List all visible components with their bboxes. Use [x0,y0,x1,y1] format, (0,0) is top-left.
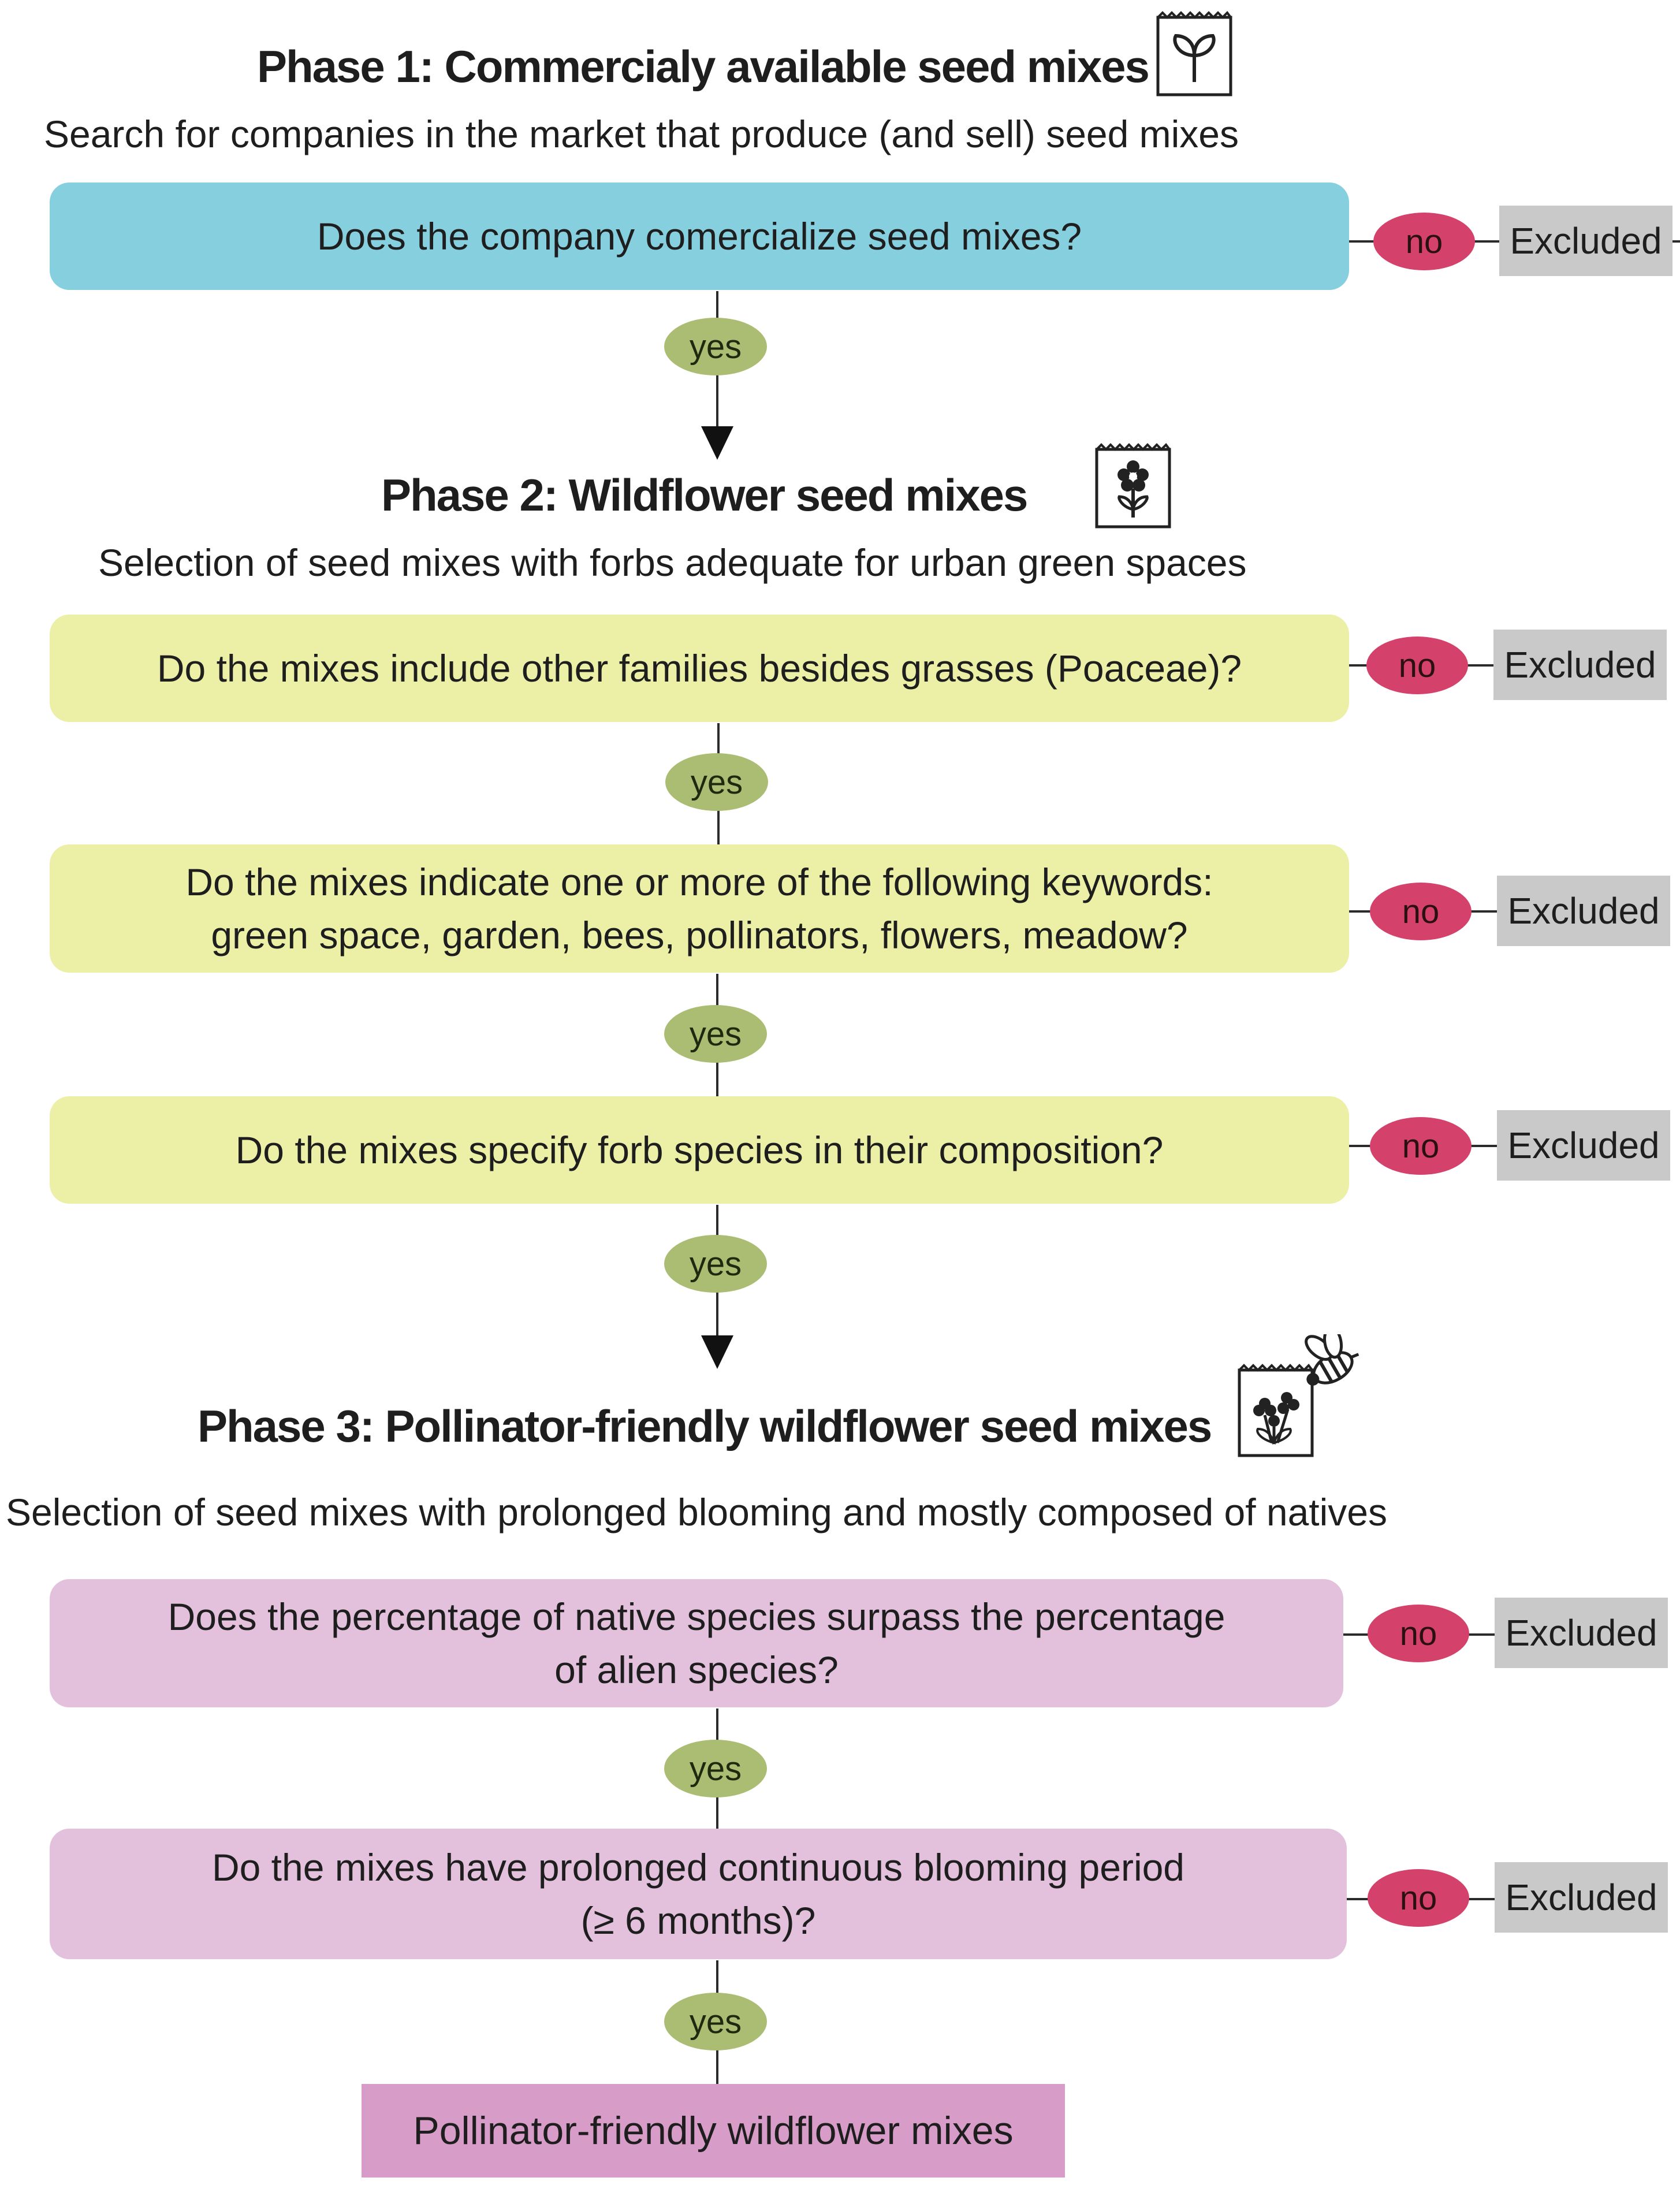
phase2-q3-excluded-box: Excluded [1497,1110,1670,1181]
phase3-q1-yes-label: yes [664,1740,767,1797]
result-box [362,2084,1065,2178]
phase2-arrowhead [701,1335,733,1369]
phase3-title: Phase 3: Pollinator-friendly wildflower seed mixes [198,1401,1212,1451]
phase1-question-box [50,183,1349,290]
phase2-title: Phase 2: Wildflower seed mixes [381,470,1027,520]
phase1-excluded-box: Excluded [1499,206,1672,276]
phase2-q2-excluded-box: Excluded [1497,876,1670,946]
phase3-question1-line1: Does the percentage of native species surpass the percentage [167,1595,1225,1638]
phase2-q1-yes-label: yes [665,753,768,811]
seed-packet-sprout-icon [1155,8,1234,97]
phase3-question1-line2: of alien species? [554,1648,839,1691]
phase2-question3-box [50,1096,1349,1204]
phase3-question2-line2: (≥ 6 months)? [580,1899,816,1942]
phase2-question3: Do the mixes specify forb species in their composition? [235,1129,1164,1171]
phase3-question2-box [50,1829,1347,1959]
phase1-yes-label: yes [664,318,767,375]
phase2-q2-no-label: no [1370,883,1472,940]
phase3-question1-box [50,1579,1343,1707]
phase3-q2-yes-label: yes [664,1993,767,2050]
phase3-q2-excluded-box: Excluded [1495,1862,1668,1933]
phase2-q2-yes-label: yes [664,1005,767,1063]
phase1-arrowhead [701,426,733,460]
phase2-question1: Do the mixes include other families besides grasses (Poaceae)? [157,647,1242,690]
phase2-question2-box [50,844,1349,973]
phase2-q3-yes-label: yes [664,1235,767,1293]
phase2-question1-box [50,615,1349,722]
phase1-no-label: no [1373,213,1475,270]
phase2-question2-line2: green space, garden, bees, pollinators, flowers, meadow? [211,914,1188,956]
phase3-q1-excluded-box: Excluded [1495,1598,1668,1668]
phase2-q1-excluded-box: Excluded [1493,630,1667,700]
phase1-subtitle: Search for companies in the market that produce (and sell) seed mixes [44,113,1239,155]
phase2-question2-line1: Do the mixes indicate one or more of the following keywords: [185,861,1213,903]
phase3-question2-line1: Do the mixes have prolonged continuous blooming period [211,1846,1185,1889]
seed-packet-flowers-bee-icon [1236,1334,1369,1459]
phase2-subtitle: Selection of seed mixes with forbs adequate for urban green spaces [98,541,1247,584]
phase2-q1-no-label: no [1366,637,1468,694]
phase3-q1-no-label: no [1368,1605,1469,1662]
phase1-question: Does the company comercialize seed mixes? [316,215,1082,258]
result-label: Pollinator-friendly wildflower mixes [413,2109,1014,2153]
seed-packet-flower-icon [1094,439,1172,529]
phase3-q2-no-label: no [1368,1869,1469,1927]
phase3-subtitle: Selection of seed mixes with prolonged blooming and mostly composed of natives [6,1491,1387,1534]
phase2-q3-no-label: no [1370,1117,1472,1175]
phase1-title: Phase 1: Commercialy available seed mixes [257,41,1149,92]
